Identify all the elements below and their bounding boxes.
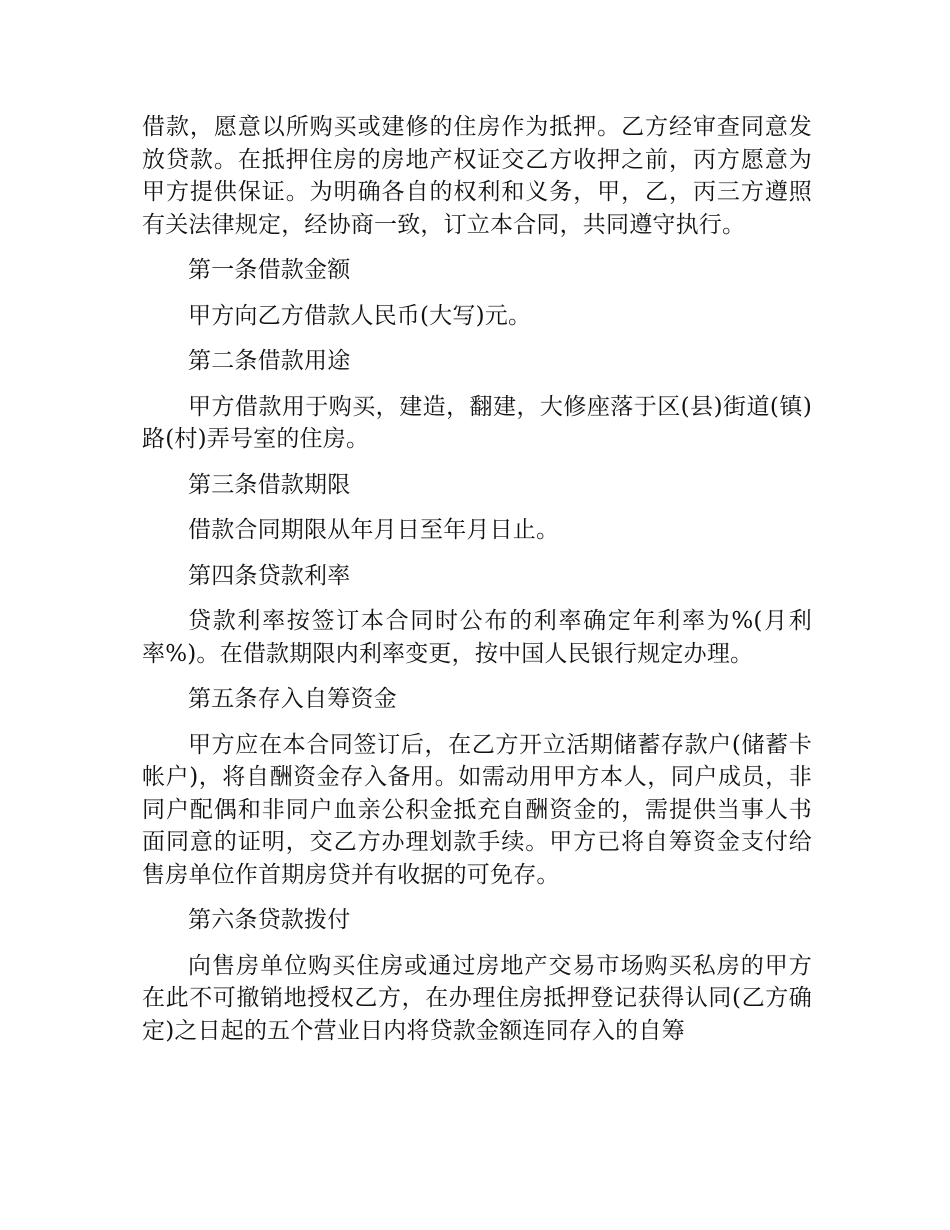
article-1-heading: 第一条借款金额 — [188, 257, 351, 283]
article-2-body: 甲方借款用于购买，建造，翻建，大修座落于区(县)街道(镇)路(村)弄号室的住房。 — [142, 393, 812, 452]
article-2-heading: 第二条借款用途 — [188, 348, 351, 374]
article-1-body: 甲方向乙方借款人民币(大写)元。 — [188, 302, 532, 329]
document-page — [142, 111, 812, 1060]
article-3-body: 借款合同期限从年月日至年月日止。 — [188, 517, 560, 543]
article-4-heading: 第四条贷款利率 — [188, 562, 351, 589]
article-5-heading: 第五条存入自筹资金 — [188, 686, 397, 712]
article-4-body: 贷款利率按签订本合同时公布的利率确定年利率为%(月利率%)。在借款期限内利率变更，按中国人民银行规定办理。 — [142, 608, 812, 667]
article-3-heading: 第三条借款期限 — [188, 471, 351, 498]
article-5-body: 甲方应在本合同签订后，在乙方开立活期储蓄存款户(储蓄卡帐户)，将自酬资金存入备用。如需动用甲方本人，同户成员，非同户配偶和非同户血亲公积金抵充自酬资金的，需提供当事人书面同意的证明，交乙方办理划款手续。甲方已将自筹资金支付给售房单位作首期房贷并有收据的可免存。 — [142, 731, 812, 888]
article-6-body: 向售房单位购买住房或通过房地产交易市场购买私房的甲方在此不可撤销地授权乙方，在办理住房抵押登记获得认同(乙方确定)之日起的五个营业日内将贷款金额连同存入的自筹 — [142, 952, 812, 1044]
intro-paragraph: 借款，愿意以所购买或建修的住房作为抵押。乙方经审查同意发放贷款。在抵押住房的房地产权证交乙方收押之前，丙方愿意为甲方提供保证。为明确各自的权利和义务，甲，乙，丙三方遵照有关法律规定，经协商一致，订立本合同，共同遵守执行。 — [142, 114, 812, 238]
article-6-heading: 第六条贷款拨付 — [188, 907, 351, 933]
